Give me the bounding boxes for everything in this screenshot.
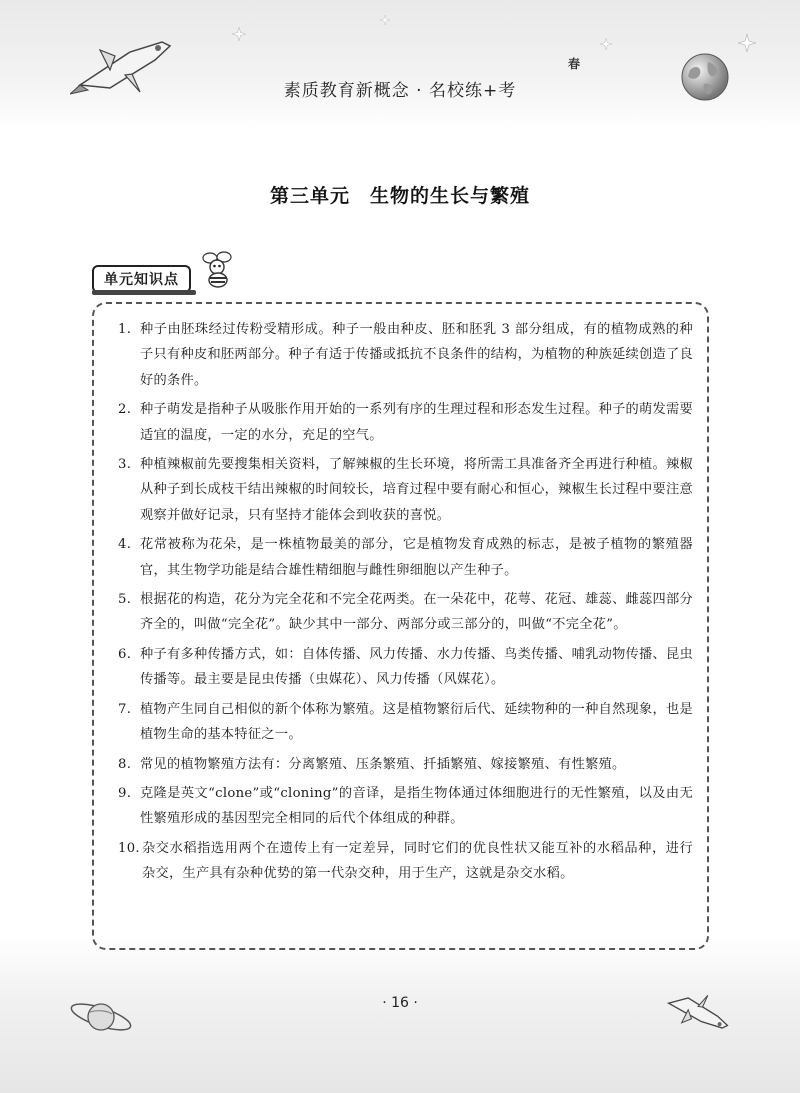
item-text: 种子有多种传播方式，如：自体传播、风力传播、水力传播、鸟类传播、哺乳动物传播、昆虫传播等。最主要是昆虫传播（虫媒花）、风力传播（风媒花）。	[140, 646, 693, 688]
sparkle-icon	[738, 34, 756, 52]
knowledge-list	[118, 317, 693, 891]
item-text: 种子由胚珠经过传粉受精形成。种子一般由种皮、胚和胚乳 3 部分组成，有的植物成熟的种子只有种皮和胚两部分。种子有适于传播或抵抗不良条件的结构，为植物的种族延续创造了良好的条件。	[140, 322, 693, 388]
list-item	[118, 317, 693, 393]
sparkle-icon	[600, 38, 612, 50]
list-item	[118, 587, 693, 638]
item-number: 5.	[118, 592, 132, 608]
item-text: 种植辣椒前先要搜集相关资料，了解辣椒的生长环境，将所需工具准备齐全再进行种植。辣椒从种子到长成枝干结出辣椒的时间较长，培育过程中要有耐心和恒心，辣椒生长过程中要注意观察并做好记录，只有坚持才能体会到收获的喜悦。	[140, 457, 693, 523]
item-number: 2.	[118, 402, 132, 418]
list-item	[118, 752, 693, 777]
item-text: 根据花的构造，花分为完全花和不完全花两类。在一朵花中，花萼、花冠、雄蕊、雌蕊四部分齐全的，叫做“完全花”。缺少其中一部分、两部分或三部分的，叫做“不完全花”。	[140, 592, 693, 633]
item-number: 7.	[118, 701, 132, 717]
list-item	[118, 397, 693, 448]
list-item	[118, 697, 693, 748]
list-item	[118, 532, 693, 583]
list-item	[118, 781, 693, 832]
section-tag-underline	[92, 290, 196, 295]
list-item	[118, 642, 693, 693]
item-text: 植物产生同自己相似的新个体称为繁殖。这是植物繁衍后代、延续物种的一种自然现象，也是植物生命的基本特征之一。	[140, 701, 693, 743]
item-text: 花常被称为花朵，是一株植物最美的部分，它是植物发育成熟的标志，是被子植物的繁殖器官，其生物学功能是结合雄性精细胞与雌性卵细胞以产生种子。	[140, 537, 693, 578]
item-number: 8.	[118, 756, 132, 772]
section-tag: 单元知识点	[92, 265, 191, 293]
list-item	[118, 836, 693, 887]
item-text: 常见的植物繁殖方法有：分离繁殖、压条繁殖、扦插繁殖、嫁接繁殖、有性繁殖。	[140, 756, 626, 772]
season-label: 春	[568, 57, 581, 71]
item-number: 9.	[118, 785, 132, 801]
header-title: 素质教育新概念 · 名校练+考	[283, 81, 517, 101]
page-title: 第三单元 生物的生长与繁殖	[269, 185, 530, 207]
sparkle-icon	[232, 27, 246, 41]
bee-mascot-icon	[200, 250, 236, 290]
item-number: 3.	[118, 457, 132, 473]
item-number: 4.	[118, 537, 132, 553]
page-number: · 16 ·	[382, 995, 418, 1011]
item-text: 杂交水稻指选用两个在遗传上有一定差异，同时它们的优良性状又能互补的水稻品种，进行杂交，生产具有杂种优势的第一代杂交种，用于生产，这就是杂交水稻。	[142, 840, 693, 882]
item-number: 10.	[118, 840, 140, 856]
sparkle-icon	[380, 15, 390, 25]
item-text: 克隆是英文“clone”或“cloning”的音译，是指生物体通过体细胞进行的无性繁殖，以及由无性繁殖形成的基因型完全相同的后代个体组成的种群。	[140, 785, 693, 827]
item-text: 种子萌发是指种子从吸胀作用开始的一系列有序的生理过程和形态发生过程。种子的萌发需要适宜的温度，一定的水分，充足的空气。	[140, 402, 693, 443]
list-item	[118, 452, 693, 528]
item-number: 6.	[118, 646, 132, 662]
item-number: 1.	[118, 322, 132, 337]
